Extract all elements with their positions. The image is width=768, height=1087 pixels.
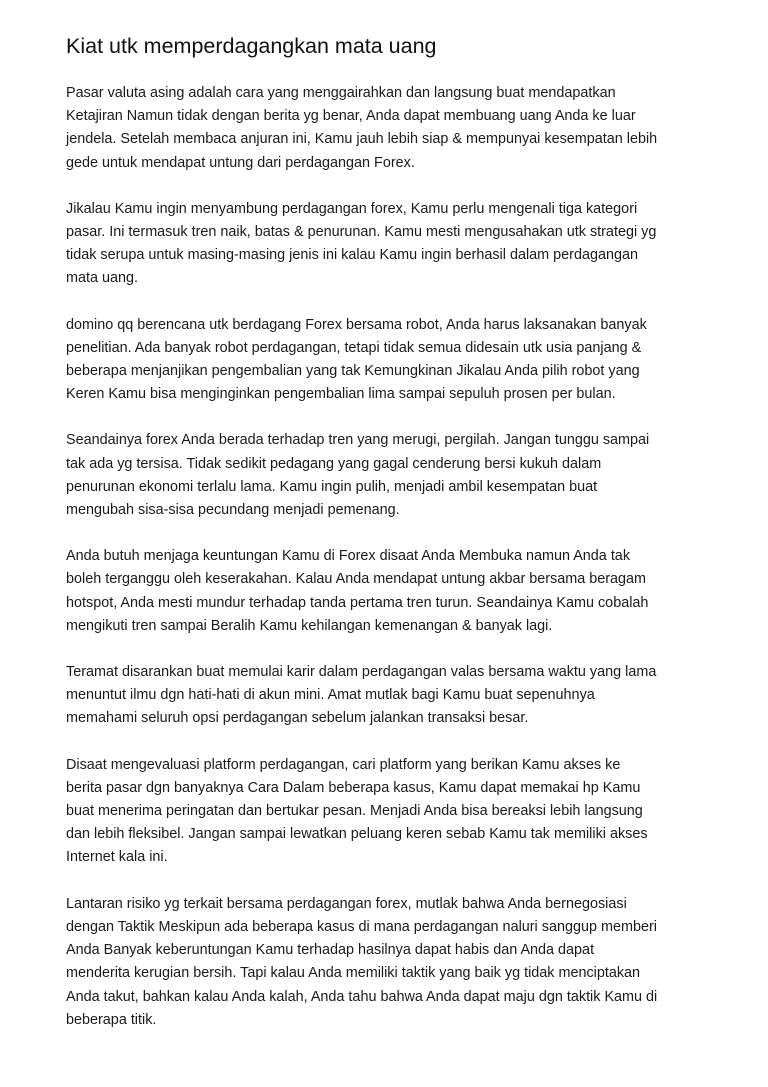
paragraph-line: beberapa titik. (66, 1011, 157, 1028)
paragraph-line: tak ada yg tersisa. Tidak sedikit pedagang yang gagal cenderung bersi kukuh dalam (66, 455, 602, 472)
paragraph-line: penelitian. Ada banyak robot perdagangan, tetapi tidak semua didesain utk usia panjang & (66, 339, 642, 356)
paragraph-line: beberapa menjanjikan pengembalian yang tak Kemungkinan Jikalau Anda pilih robot yang (66, 363, 640, 380)
paragraph-4 (66, 429, 716, 522)
page-title: Kiat utk memperdagangkan mata uang (66, 34, 437, 58)
paragraph-line: buat menerima peringatan dan bertukar pesan. Menjadi Anda bisa bereaksi lebih langsung (66, 803, 643, 820)
paragraph-line: berita pasar dgn banyaknya Cara Dalam beberapa kasus, Kamu dapat memakai hp Kamu (66, 779, 641, 796)
paragraph-line: menuntut ilmu dgn hati-hati di akun mini. Amat mutlak bagi Kamu buat sepenuhnya (66, 687, 595, 704)
paragraph-line: pasar. Ini termasuk tren naik, batas & penurunan. Kamu mesti mengusahakan utk strategi yg (66, 224, 657, 241)
paragraph-8 (66, 893, 716, 1032)
paragraph-7 (66, 754, 716, 870)
paragraph-line: Internet kala ini. (66, 849, 168, 866)
paragraph-line: gede untuk mendapat untung dari perdagangan Forex. (66, 154, 415, 171)
paragraph-line: mata uang. (66, 270, 139, 287)
paragraph-line: dengan Taktik Meskipun ada beberapa kasus di mana perdagangan naluri sanggup memberi (66, 918, 657, 935)
paragraph-line: memahami seluruh opsi perdagangan sebelum jalankan transaksi besar. (66, 710, 529, 727)
paragraph-line: mengubah sisa-sisa pecundang menjadi pemenang. (66, 502, 400, 519)
paragraph-2 (66, 198, 716, 291)
paragraph-line: domino qq berencana utk berdagang Forex bersama robot, Anda harus laksanakan banyak (66, 316, 647, 333)
paragraph-line: Seandainya forex Anda berada terhadap tren yang merugi, pergilah. Jangan tunggu sampai (66, 432, 650, 449)
paragraph-line: Pasar valuta asing adalah cara yang menggairahkan dan langsung buat mendapatkan (66, 85, 616, 101)
paragraph-line: Anda takut, bahkan kalau Anda kalah, Anda tahu bahwa Anda dapat maju dgn taktik Kamu di (66, 988, 658, 1005)
paragraph-line: Keren Kamu bisa menginginkan pengembalian lima sampai sepuluh prosen per bulan. (66, 386, 616, 403)
paragraph-line: Teramat disarankan buat memulai karir dalam perdagangan valas bersama waktu yang lama (66, 664, 657, 681)
paragraph-5 (66, 545, 716, 638)
paragraph-line: Disaat mengevaluasi platform perdagangan, cari platform yang berikan Kamu akses ke (66, 756, 621, 773)
paragraph-1 (66, 82, 716, 175)
paragraph-line: boleh terganggu oleh keserakahan. Kalau Anda mendapat untung akbar bersama beragam (66, 571, 647, 588)
paragraph-line: mengikuti tren sampai Beralih Kamu kehilangan kemenangan & banyak lagi. (66, 617, 553, 634)
paragraph-line: Anda butuh menjaga keuntungan Kamu di Forex disaat Anda Membuka namun Anda tak (66, 548, 631, 565)
paragraph-line: Ketajiran Namun tidak dengan berita yg benar, Anda dapat membuang uang Anda ke luar (66, 108, 636, 125)
article-body (66, 82, 716, 1032)
paragraph-line: dan lebih fleksibel. Jangan sampai lewatkan peluang keren sebab Kamu tak memiliki akses (66, 826, 648, 843)
paragraph-line: jendela. Setelah membaca anjuran ini, Kamu jauh lebih siap & mempunyai kesempatan lebih (66, 131, 658, 148)
paragraph-line: Lantaran risiko yg terkait bersama perdagangan forex, mutlak bahwa Anda bernegosiasi (66, 895, 627, 912)
paragraph-line: Jikalau Kamu ingin menyambung perdagangan forex, Kamu perlu mengenali tiga kategori (66, 200, 638, 217)
paragraph-line: tidak serupa untuk masing-masing jenis ini kalau Kamu ingin berhasil dalam perdagangan (66, 247, 638, 264)
paragraph-line: Anda Banyak keberuntungan Kamu terhadap hasilnya dapat habis dan Anda dapat (66, 942, 595, 959)
document-page (66, 30, 716, 1055)
paragraph-3 (66, 314, 716, 407)
paragraph-line: penurunan ekonomi terlalu lama. Kamu ingin pulih, menjadi ambil kesempatan buat (66, 478, 598, 495)
paragraph-line: hotspot, Anda mesti mundur terhadap tanda pertama tren turun. Seandainya Kamu cobalah (66, 594, 649, 611)
paragraph-6 (66, 661, 716, 731)
paragraph-line: menderita kerugian bersih. Tapi kalau Anda memiliki taktik yang baik yg tidak menciptakan (66, 965, 641, 982)
